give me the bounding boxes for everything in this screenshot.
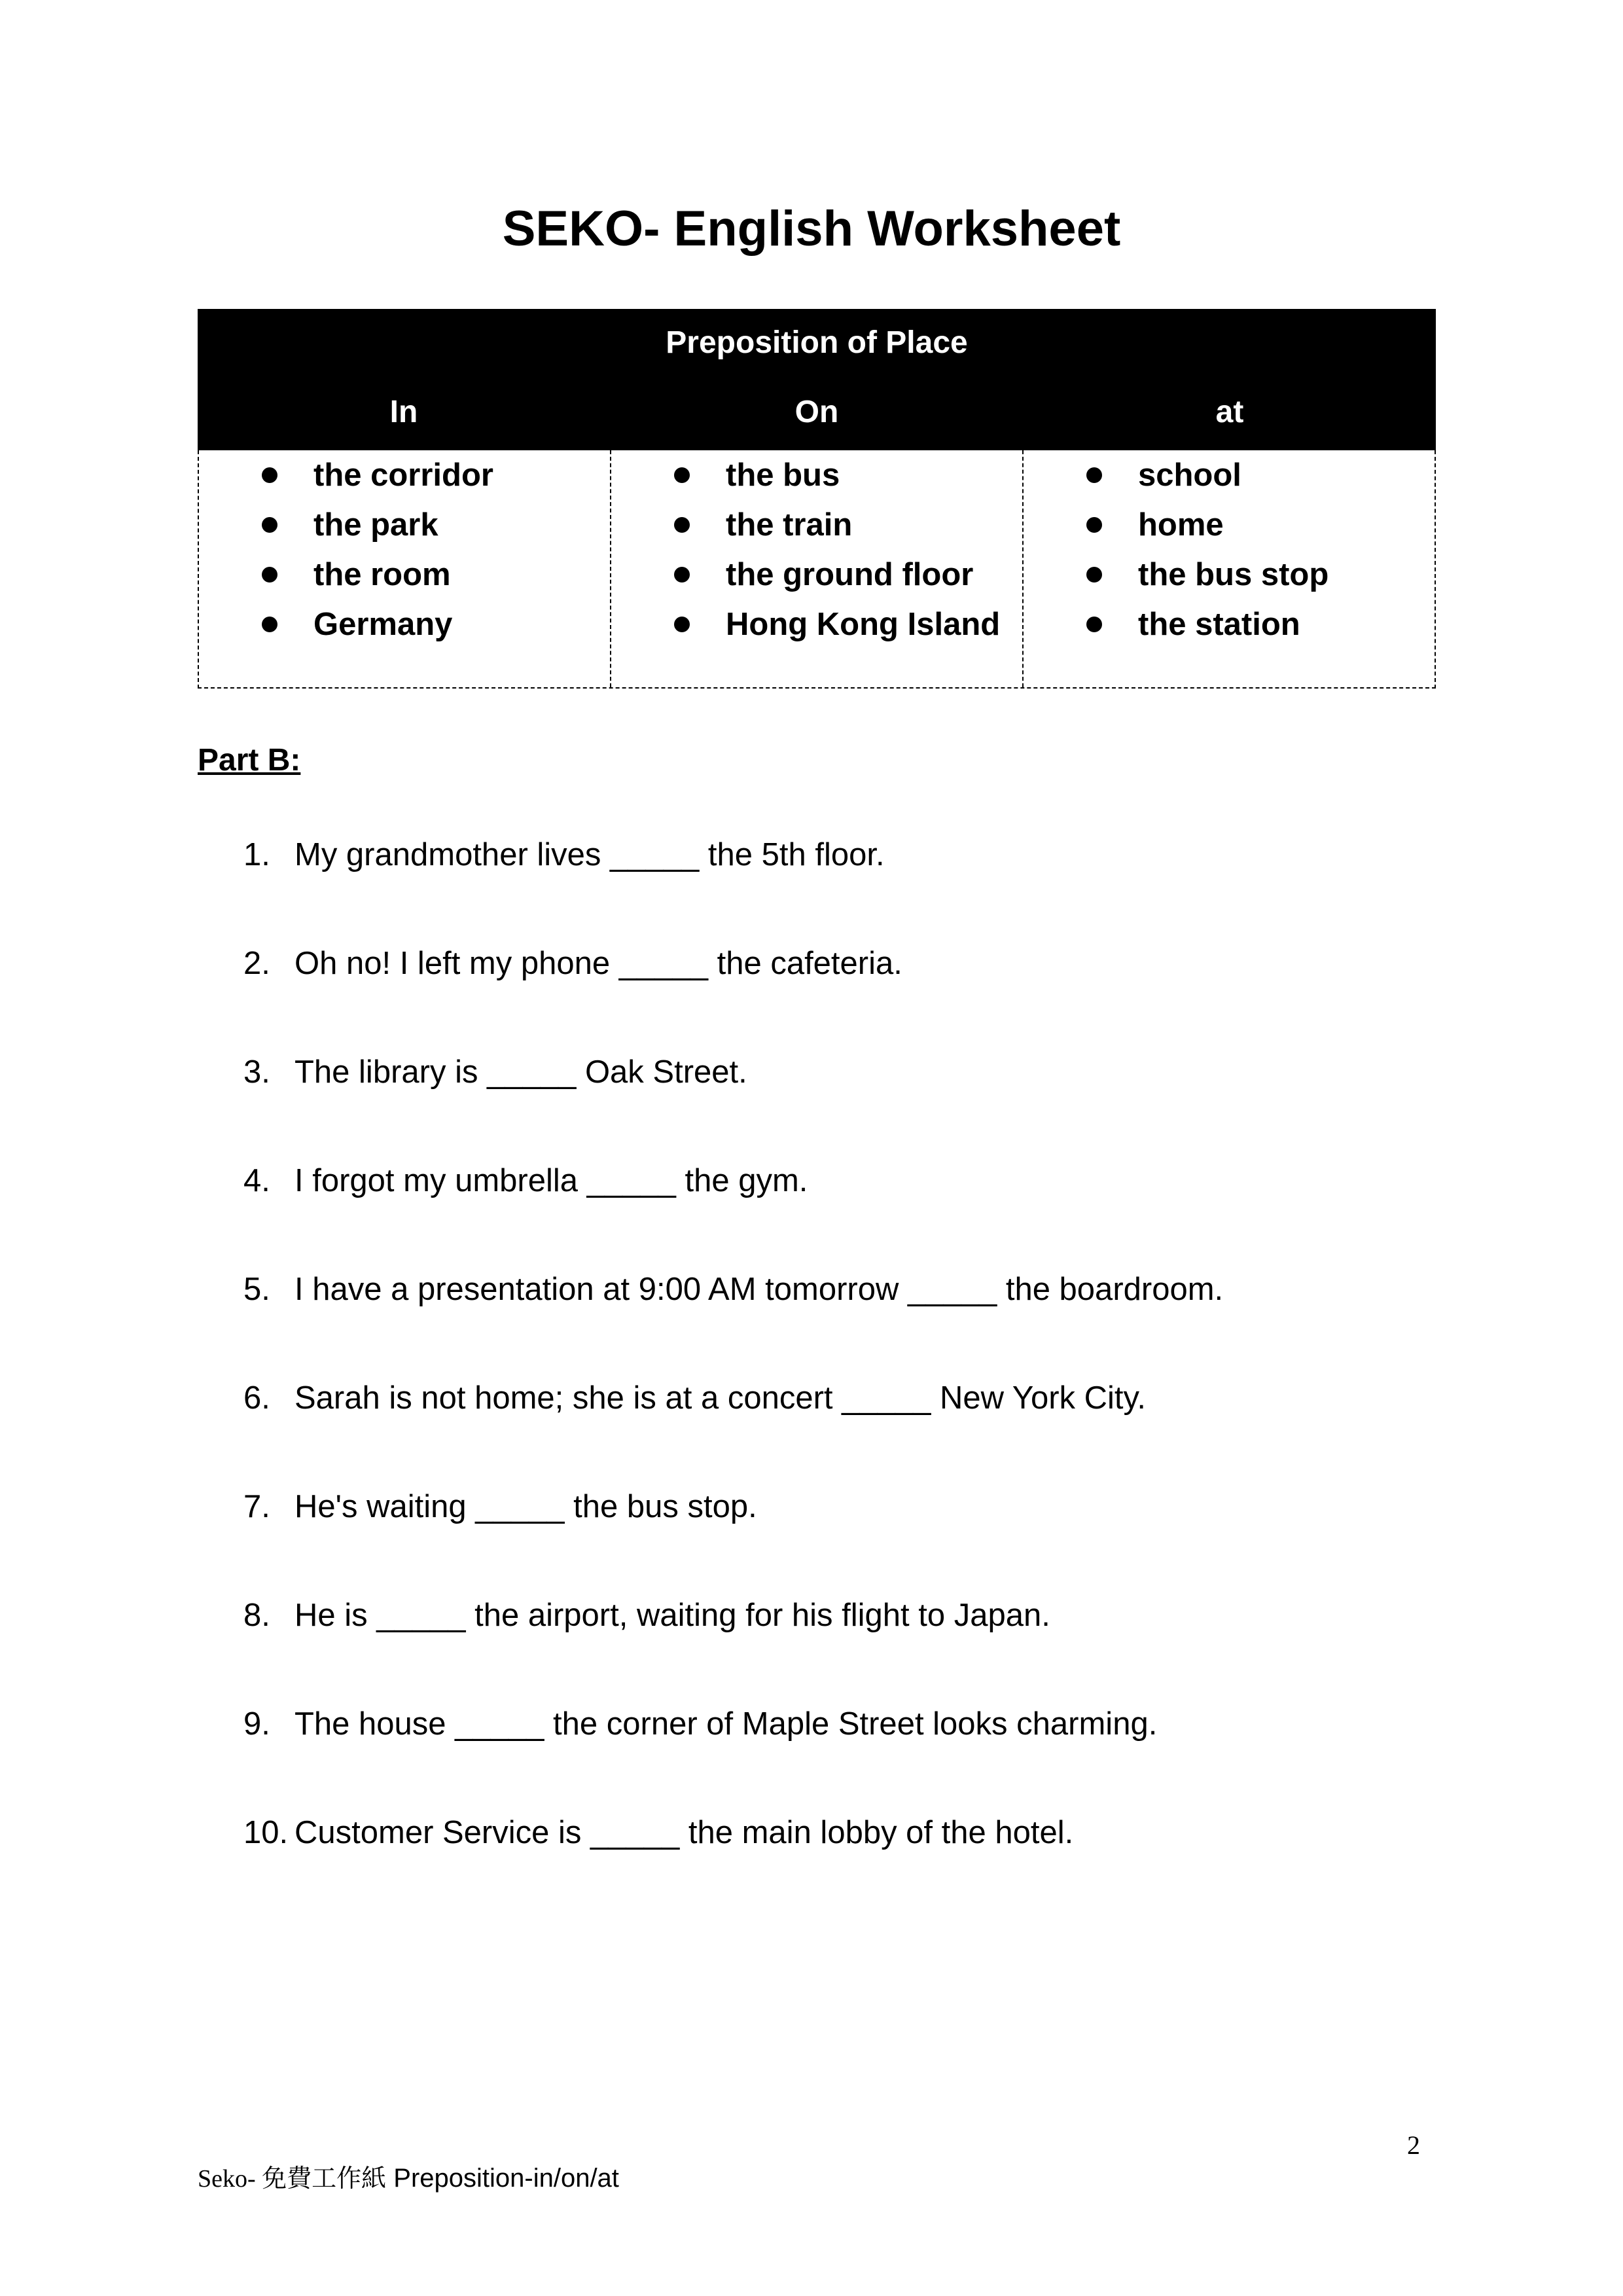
- question-number: 2.: [243, 946, 270, 981]
- list-item: the station: [1089, 600, 1329, 649]
- column-at: [1022, 450, 1435, 687]
- list-item: Hong Kong Island: [677, 600, 1000, 649]
- table-caption: Preposition of Place: [666, 325, 968, 360]
- bullet-icon: [1086, 517, 1102, 533]
- bullet-icon: [674, 617, 690, 632]
- word-list-in: [264, 450, 493, 649]
- question-text: Sarah is not home; she is at a concert _____ New York City.: [294, 1380, 1147, 1416]
- question-item: [243, 1812, 1223, 1920]
- question-item: [243, 942, 1223, 1051]
- question-number: 6.: [243, 1380, 270, 1416]
- list-item: the ground floor: [677, 550, 1000, 600]
- question-text: Customer Service is _____ the main lobby of the hotel.: [294, 1815, 1074, 1850]
- question-list: [243, 834, 1223, 1920]
- preposition-table: [198, 309, 1436, 690]
- question-number: 3.: [243, 1054, 270, 1090]
- list-item: the bus: [677, 450, 1000, 500]
- word-list-on: [677, 450, 1000, 649]
- question-number: 5.: [243, 1272, 270, 1307]
- question-number: 8.: [243, 1598, 270, 1633]
- column-in: [199, 450, 610, 687]
- list-item: the corridor: [264, 450, 493, 500]
- word-list-at: [1089, 450, 1329, 649]
- question-text: He is _____ the airport, waiting for his flight to Japan.: [294, 1598, 1050, 1633]
- question-item: [243, 1377, 1223, 1486]
- list-item: Germany: [264, 600, 493, 649]
- bullet-icon: [1086, 567, 1102, 583]
- worksheet-title: SEKO- English Worksheet: [502, 201, 1121, 257]
- question-item: [243, 1594, 1223, 1703]
- list-item: the park: [264, 500, 493, 550]
- question-item: [243, 834, 1223, 942]
- list-item: school: [1089, 450, 1329, 500]
- question-item: [243, 1268, 1223, 1377]
- bullet-icon: [674, 467, 690, 483]
- list-item: the room: [264, 550, 493, 600]
- question-number: 9.: [243, 1706, 270, 1742]
- column-header-at: at: [1215, 395, 1244, 429]
- table-body: [198, 450, 1436, 689]
- question-text: The house _____ the corner of Maple Street looks charming.: [294, 1706, 1158, 1742]
- list-item: home: [1089, 500, 1329, 550]
- question-text: He's waiting _____ the bus stop.: [294, 1489, 757, 1524]
- table-header: [198, 309, 1436, 450]
- question-item: [243, 1486, 1223, 1594]
- bullet-icon: [674, 517, 690, 533]
- bullet-icon: [262, 517, 277, 533]
- list-item: the bus stop: [1089, 550, 1329, 600]
- question-item: [243, 1703, 1223, 1812]
- question-text: I have a presentation at 9:00 AM tomorrow _____ the boardroom.: [294, 1272, 1224, 1307]
- column-header-on: On: [794, 395, 839, 429]
- question-text: My grandmother lives _____ the 5th floor.: [294, 837, 885, 872]
- question-item: [243, 1051, 1223, 1160]
- question-text: I forgot my umbrella _____ the gym.: [294, 1163, 808, 1198]
- footer-topic: Preposition-in/on/at: [386, 2164, 619, 2193]
- question-number: 1.: [243, 837, 270, 872]
- bullet-icon: [262, 467, 277, 483]
- bullet-icon: [1086, 467, 1102, 483]
- page-footer: [198, 2160, 619, 2197]
- column-on: [610, 450, 1022, 687]
- question-number: 7.: [243, 1489, 270, 1524]
- question-text: The library is _____ Oak Street.: [294, 1054, 747, 1090]
- question-item: [243, 1160, 1223, 1268]
- list-item: the train: [677, 500, 1000, 550]
- page-number: 2: [1407, 2130, 1420, 2160]
- bullet-icon: [1086, 617, 1102, 632]
- column-header-in: In: [389, 395, 418, 429]
- question-text: Oh no! I left my phone _____ the cafeteria.: [294, 946, 902, 981]
- bullet-icon: [262, 617, 277, 632]
- bullet-icon: [262, 567, 277, 583]
- part-b-heading: Part B:: [198, 743, 301, 778]
- bullet-icon: [674, 567, 690, 583]
- question-number: 10.: [243, 1815, 289, 1850]
- footer-brand: Seko- 免費工作紙: [198, 2165, 387, 2193]
- question-number: 4.: [243, 1163, 270, 1198]
